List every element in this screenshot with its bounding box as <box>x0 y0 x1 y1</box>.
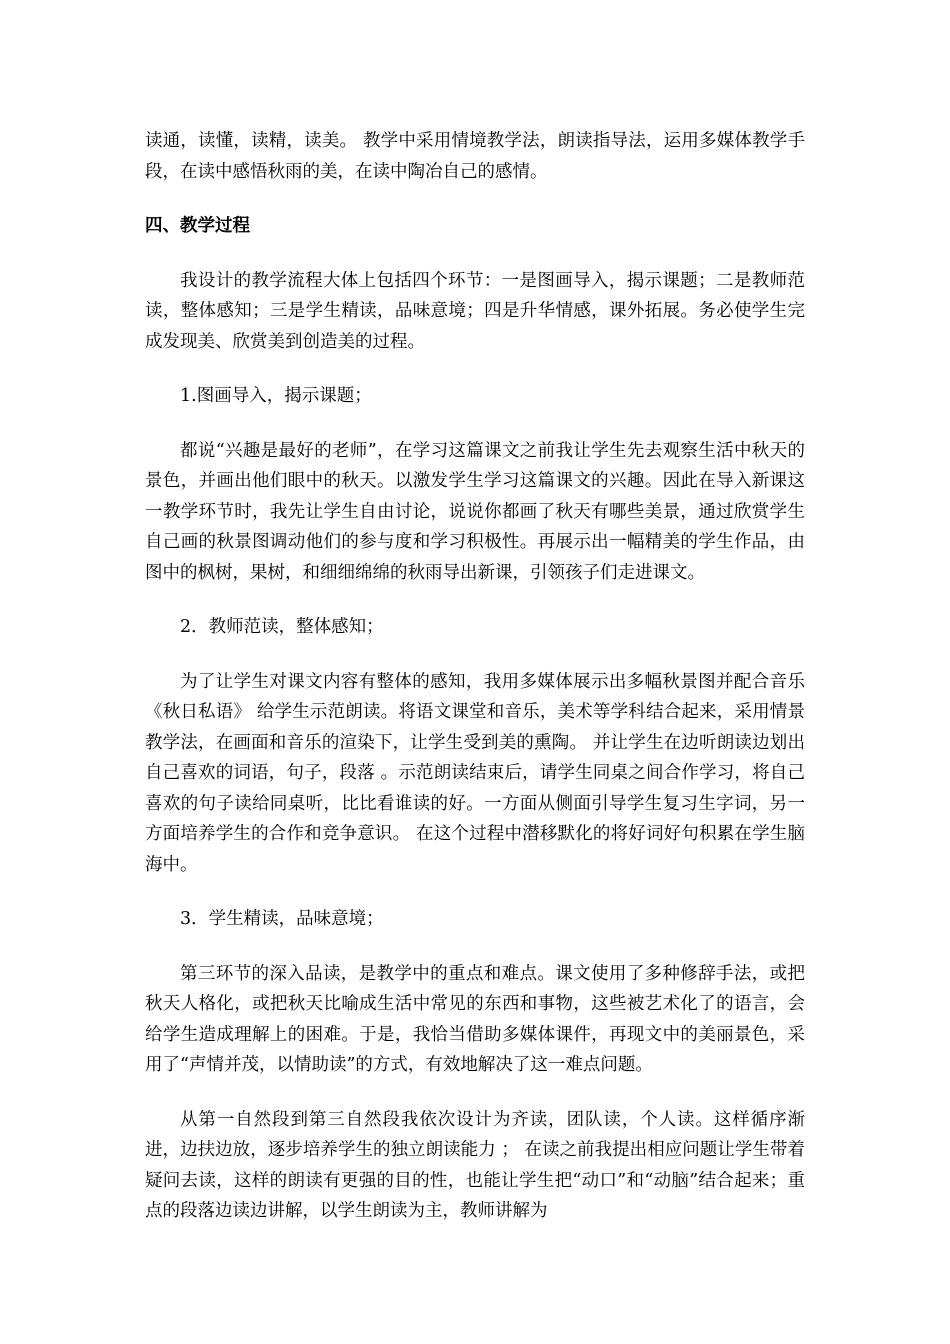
overview-paragraph: 我设计的教学流程大体上包括四个环节：一是图画导入，揭示课题；二是教师范读，整体感知；三是学生精读，品味意境；四是升华情感，课外拓展。务必使学生完成发现美、欣赏美到创造美的过程。 <box>145 270 805 352</box>
step2-paragraph: 为了让学生对课文内容有整体的感知，我用多媒体展示出多幅秋景图并配合音乐《秋日私语》 给学生示范朗读。将语文课堂和音乐，美术等学科结合起来，采用情景教学法，在画面和音乐的渲染下，让学生受到美的熏陶。 并让学生在边听朗读边划出自己喜欢的词语，句子，段落 。示范朗读结束后，请学生同桌之间合作学习，将自己喜欢的句子读给同桌听，比比看谁读的好。一方面从侧面引导学生复习生字词，另一方面培养学生的合作和竞争意识。 在这个过程中潜移默化的将好词好句积累在学生脑海中。 <box>145 671 805 875</box>
step3-title: 3．学生精读，品味意境； <box>180 909 384 929</box>
step1-title: 1.图画导入，揭示课题； <box>180 386 372 406</box>
step3-paragraph: 第三环节的深入品读，是教学中的重点和难点。课文使用了多种修辞手法，或把秋天人格化，或把秋天比喻成生活中常见的东西和事物，这些被艺术化了的语言，会给学生造成理解上的困难。于是，我恰当借助多媒体课件，再现文中的美丽景色，采用了“声情并茂，以情助读”的方式，有效地解决了这一难点问题。 <box>145 963 805 1075</box>
step3-paragraph-2: 从第一自然段到第三自然段我依次设计为齐读，团队读，个人读。这样循序渐进，边扶边放，逐步培养学生的独立朗读能力 ； 在读之前我提出相应问题让学生带着疑问去读，这样的朗读有更强的目的性，也能让学生把“动口”和“动脑”结合起来；重点的段落边读边讲解，以学生朗读为主，教师讲解为 <box>145 1109 805 1221</box>
step2-title: 2．教师范读，整体感知； <box>180 617 384 637</box>
document-page <box>145 126 805 1251</box>
intro-continuation-paragraph: 读通，读懂，读精，读美。 教学中采用情境教学法，朗读指导法，运用多媒体教学手段，在读中感悟秋雨的美，在读中陶冶自己的感情。 <box>145 131 805 182</box>
section-heading: 四、教学过程 <box>145 216 250 236</box>
step1-paragraph: 都说“兴趣是最好的老师”，在学习这篇课文之前我让学生先去观察生活中秋天的景色，并画出他们眼中的秋天。以激发学生学习这篇课文的兴趣。因此在导入新课这一教学环节时，我先让学生自由讨论，说说你都画了秋天有哪些美景，通过欣赏学生自己画的秋景图调动他们的参与度和学习积极性。再展示出一幅精美的学生作品，由图中的枫树，果树，和细细绵绵的秋雨导出新课，引领孩子们走进课文。 <box>145 440 805 583</box>
